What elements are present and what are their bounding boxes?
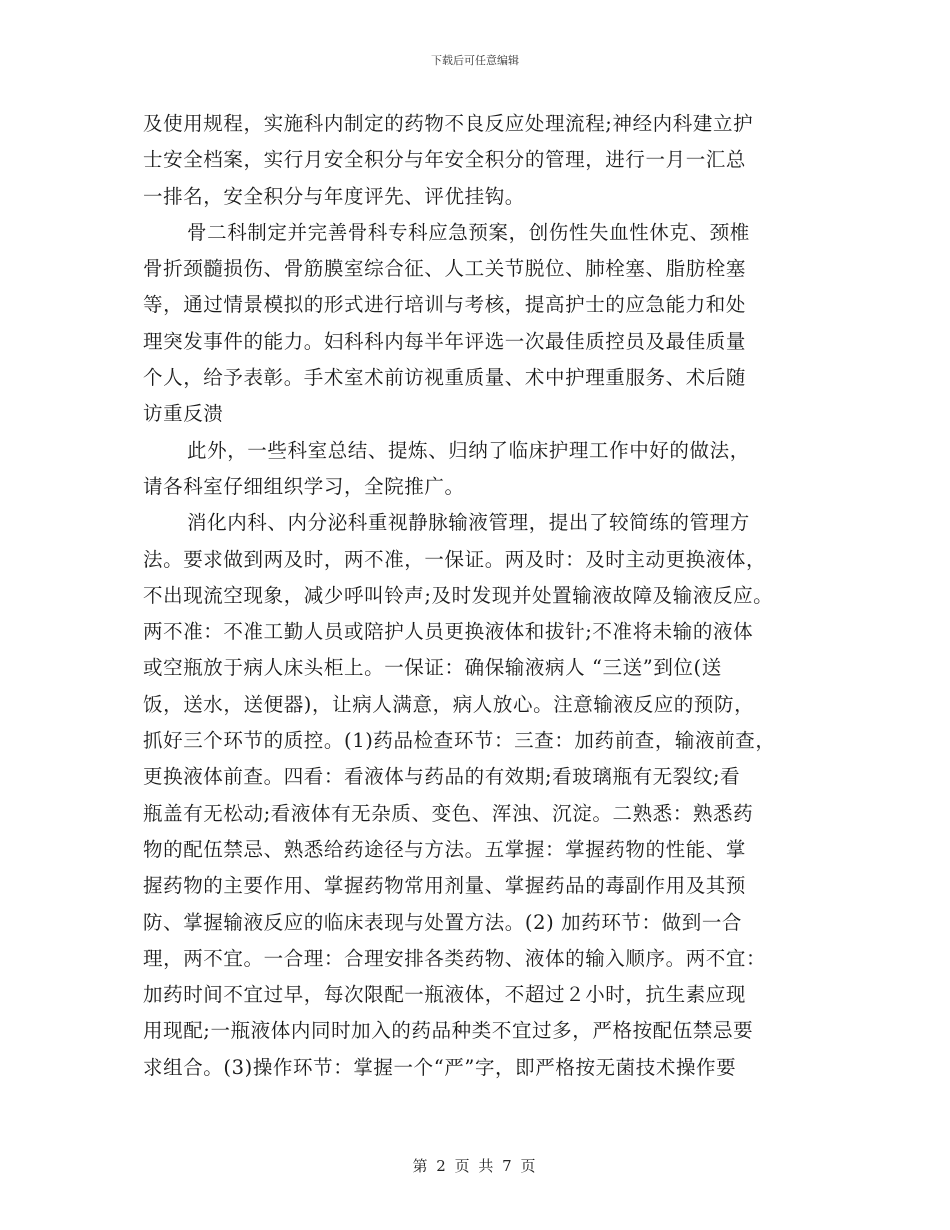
text-line: 握药物的主要作用、掌握药物常用剂量、掌握药品的毒副作用及其预	[143, 874, 747, 898]
page-header: 下载后可任意编辑	[431, 54, 519, 67]
text-line: 更换液体前查。四看：看液体与药品的有效期;看玻璃瓶有无裂纹;看	[143, 765, 741, 789]
text-line: 请各科室仔细组织学习，全院推广。	[143, 474, 465, 498]
text-line: 加药时间不宜过早，每次限配一瓶液体，不超过２小时，抗生素应现	[143, 983, 747, 1007]
document-body	[143, 106, 815, 1086]
text-line: 访重反溃	[143, 402, 224, 426]
text-line: 士安全档案，实行月安全积分与年安全积分的管理，进行一月一汇总	[143, 148, 747, 172]
text-line: 求组合。(3)操作环节：掌握一个“严”字，即严格按无菌技术操作要	[143, 1055, 737, 1079]
text-line: 饭，送水，送便器)，让病人满意，病人放心。注意输液反应的预防，	[143, 692, 755, 716]
text-line: 理突发事件的能力。妇科科内每半年评选一次最佳质控员及最佳质量	[143, 329, 747, 353]
paragraph-start-line: 消化内科、内分泌科重视静脉输液管理，提出了较简练的管理方	[187, 511, 750, 535]
text-line: 不出现流空现象，减少呼叫铃声;及时发现并处置输液故障及输液反应。	[143, 583, 774, 607]
paragraph-start-line: 此外，一些科室总结、提炼、归纳了临床护理工作中好的做法，	[187, 438, 750, 462]
text-line: 骨折颈髓损伤、骨筋膜室综合征、人工关节脱位、肺栓塞、脂肪栓塞	[143, 257, 747, 281]
page-number-footer: 第 2 页 共 7 页	[412, 1157, 538, 1175]
text-line: 等，通过情景模拟的形式进行培训与考核，提高护士的应急能力和处	[143, 293, 747, 317]
text-line: 理，两不宜。一合理：合理安排各类药物、液体的输入顺序。两不宜：	[143, 946, 767, 970]
text-line: 及使用规程，实施科内制定的药物不良反应处理流程;神经内科建立护	[143, 112, 754, 135]
text-line: 法。要求做到两及时，两不准，一保证。两及时：及时主动更换液体，	[143, 547, 767, 571]
text-line: 一排名，安全积分与年度评先、评优挂钩。	[143, 184, 525, 208]
text-line: 抓好三个环节的质控。(1)药品检查环节：三查：加药前查，输液前查，	[143, 729, 776, 753]
text-line: 瓶盖有无松动;看液体有无杂质、变色、浑浊、沉淀。二熟悉：熟悉药	[143, 801, 754, 825]
text-line: 或空瓶放于病人床头柜上。一保证：确保输液病人 “三送”到位(送	[143, 656, 722, 680]
text-line: 防、掌握输液反应的临床表现与处置方法。(2) 加药环节：做到一合	[143, 910, 743, 934]
text-line: 用现配;一瓶液体内同时加入的药品种类不宜过多，严格按配伍禁忌要	[143, 1019, 754, 1043]
paragraph-start-line: 骨二科制定并完善骨科专科应急预案，创伤性失血性休克、颈椎	[187, 220, 750, 244]
text-line: 个人，给予表彰。手术室术前访视重质量、术中护理重服务、术后随	[143, 366, 747, 390]
text-line: 两不准：不准工勤人员或陪护人员更换液体和拔针;不准将未输的液体	[143, 620, 754, 644]
text-line: 物的配伍禁忌、熟悉给药途径与方法。五掌握：掌握药物的性能、掌	[143, 837, 747, 861]
